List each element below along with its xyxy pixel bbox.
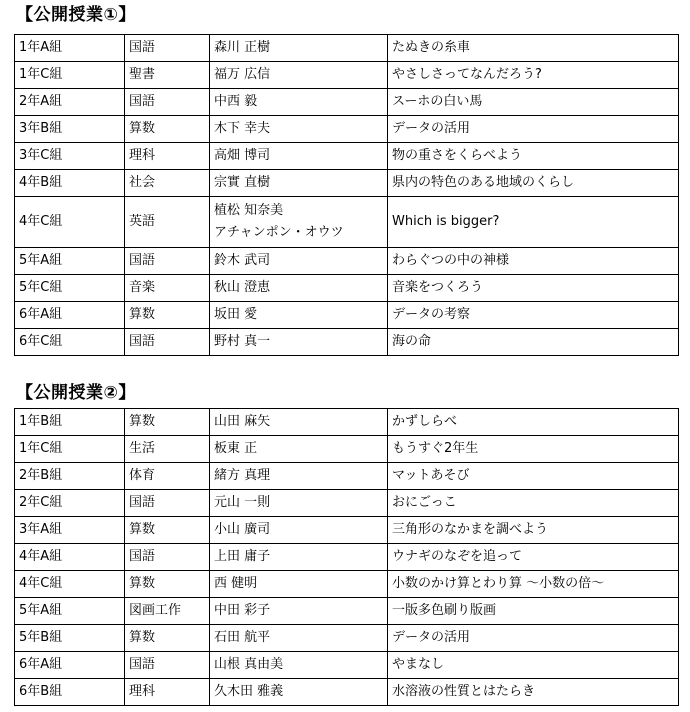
topic-cell: ウナギのなぞを追って xyxy=(388,544,679,571)
topic-cell: 水溶液の性質とはたらき xyxy=(388,679,679,706)
subject-cell: 国語 xyxy=(125,35,210,62)
subject-cell: 国語 xyxy=(125,490,210,517)
table-row xyxy=(15,517,679,544)
topic-cell: 三角形のなかまを調べよう xyxy=(388,517,679,544)
teacher-cell xyxy=(210,652,388,679)
table-row xyxy=(15,116,679,143)
teacher-cell xyxy=(210,62,388,89)
subject-cell: 図画工作 xyxy=(125,598,210,625)
class-cell: 5年A組 xyxy=(15,248,125,275)
class-cell: 1年B組 xyxy=(15,409,125,436)
subject-cell: 体育 xyxy=(125,463,210,490)
teacher-cell xyxy=(210,89,388,116)
table-row xyxy=(15,329,679,356)
subject-cell: 算数 xyxy=(125,116,210,143)
subject-cell: 英語 xyxy=(125,197,210,248)
teacher-name: 山田 麻矢 xyxy=(214,414,271,429)
table-row xyxy=(15,143,679,170)
topic-cell: データの活用 xyxy=(388,625,679,652)
class-cell: 4年B組 xyxy=(15,170,125,197)
topic-cell: やさしさってなんだろう? xyxy=(388,62,679,89)
teacher-cell xyxy=(210,170,388,197)
subject-cell: 国語 xyxy=(125,544,210,571)
teacher-cell xyxy=(210,275,388,302)
topic-cell: 海の命 xyxy=(388,329,679,356)
teacher-name: 野村 真一 xyxy=(214,334,271,349)
teacher-cell xyxy=(210,625,388,652)
teacher-name: 小山 廣司 xyxy=(214,522,271,537)
topic-cell: かずしらべ xyxy=(388,409,679,436)
class-cell: 3年A組 xyxy=(15,517,125,544)
section-title-1: 【公開授業①】 xyxy=(16,5,136,25)
class-cell: 1年C組 xyxy=(15,62,125,89)
topic-cell: Which is bigger? xyxy=(388,197,679,248)
subject-cell: 国語 xyxy=(125,248,210,275)
topic-cell: たぬきの糸車 xyxy=(388,35,679,62)
class-cell: 2年B組 xyxy=(15,463,125,490)
teacher-name: 中西 毅 xyxy=(214,94,258,109)
subject-cell: 国語 xyxy=(125,89,210,116)
teacher-cell xyxy=(210,302,388,329)
class-cell: 5年A組 xyxy=(15,598,125,625)
lesson-table-1 xyxy=(14,34,679,356)
teacher-cell xyxy=(210,197,388,248)
teacher-name: 宗實 直樹 xyxy=(214,175,271,190)
class-cell: 5年B組 xyxy=(15,625,125,652)
subject-cell: 聖書 xyxy=(125,62,210,89)
teacher-name: 久木田 雅義 xyxy=(214,684,284,699)
topic-cell: 県内の特色のある地域のくらし xyxy=(388,170,679,197)
subject-cell: 算数 xyxy=(125,409,210,436)
teacher-cell xyxy=(210,463,388,490)
lesson-table-2 xyxy=(14,408,679,706)
class-cell: 5年C組 xyxy=(15,275,125,302)
table-row xyxy=(15,170,679,197)
class-cell: 6年A組 xyxy=(15,302,125,329)
teacher-cell xyxy=(210,544,388,571)
table-row xyxy=(15,197,679,248)
table-row xyxy=(15,571,679,598)
topic-cell: スーホの白い馬 xyxy=(388,89,679,116)
topic-cell: やまなし xyxy=(388,652,679,679)
teacher-name: 西 健明 xyxy=(214,576,258,591)
teacher-cell xyxy=(210,436,388,463)
table-row xyxy=(15,490,679,517)
subject-cell: 理科 xyxy=(125,143,210,170)
class-cell: 6年C組 xyxy=(15,329,125,356)
subject-cell: 算数 xyxy=(125,625,210,652)
teacher-cell xyxy=(210,143,388,170)
table-row xyxy=(15,679,679,706)
class-cell: 1年C組 xyxy=(15,436,125,463)
teacher-cell xyxy=(210,490,388,517)
table-row xyxy=(15,35,679,62)
subject-cell: 生活 xyxy=(125,436,210,463)
teacher-name: 緒方 真理 xyxy=(214,468,271,483)
table-row xyxy=(15,598,679,625)
teacher-name: 上田 庸子 xyxy=(214,549,271,564)
teacher-cell xyxy=(210,517,388,544)
teacher-name: 元山 一則 xyxy=(214,495,271,510)
teacher-name: 石田 航平 xyxy=(214,630,271,645)
table-row xyxy=(15,463,679,490)
class-cell: 4年C組 xyxy=(15,197,125,248)
section-title-2: 【公開授業②】 xyxy=(16,383,136,403)
subject-cell: 国語 xyxy=(125,652,210,679)
table-row xyxy=(15,62,679,89)
table-row xyxy=(15,89,679,116)
class-cell: 4年A組 xyxy=(15,544,125,571)
teacher-cell xyxy=(210,679,388,706)
table-row xyxy=(15,436,679,463)
class-cell: 6年A組 xyxy=(15,652,125,679)
class-cell: 2年C組 xyxy=(15,490,125,517)
table-row xyxy=(15,625,679,652)
subject-cell: 算数 xyxy=(125,571,210,598)
teacher-cell xyxy=(210,409,388,436)
topic-cell: データの考察 xyxy=(388,302,679,329)
teacher-cell xyxy=(210,248,388,275)
teacher-cell xyxy=(210,116,388,143)
class-cell: 3年C組 xyxy=(15,143,125,170)
subject-cell: 算数 xyxy=(125,302,210,329)
class-cell: 3年B組 xyxy=(15,116,125,143)
teacher-name: 山根 真由美 xyxy=(214,657,284,672)
topic-cell: おにごっこ xyxy=(388,490,679,517)
subject-cell: 国語 xyxy=(125,329,210,356)
teacher-cell xyxy=(210,35,388,62)
teacher-cell xyxy=(210,598,388,625)
table-row xyxy=(15,652,679,679)
topic-cell: データの活用 xyxy=(388,116,679,143)
class-cell: 4年C組 xyxy=(15,571,125,598)
table-row xyxy=(15,275,679,302)
teacher-name: 中田 彩子 xyxy=(214,603,271,618)
teacher-cell xyxy=(210,329,388,356)
subject-cell: 音楽 xyxy=(125,275,210,302)
teacher-name: 福万 広信 xyxy=(214,67,271,82)
teacher-name: 板東 正 xyxy=(214,441,258,456)
topic-cell: わらぐつの中の神様 xyxy=(388,248,679,275)
table-row xyxy=(15,544,679,571)
topic-cell: 一版多色刷り版画 xyxy=(388,598,679,625)
teacher-name: 植松 知奈美 xyxy=(214,203,284,218)
class-cell: 2年A組 xyxy=(15,89,125,116)
topic-cell: もうすぐ2年生 xyxy=(388,436,679,463)
teacher-name: 木下 幸夫 xyxy=(214,121,271,136)
class-cell: 1年A組 xyxy=(15,35,125,62)
topic-cell: マットあそび xyxy=(388,463,679,490)
table-row xyxy=(15,302,679,329)
teacher-name: 森川 正樹 xyxy=(214,40,271,55)
subject-cell: 算数 xyxy=(125,517,210,544)
class-cell: 6年B組 xyxy=(15,679,125,706)
topic-cell: 物の重さをくらべよう xyxy=(388,143,679,170)
teacher-name: アチャンポン・オウツ xyxy=(214,225,344,240)
topic-cell: 小数のかけ算とわり算 ～小数の倍～ xyxy=(388,571,679,598)
subject-cell: 理科 xyxy=(125,679,210,706)
teacher-name: 高畑 博司 xyxy=(214,148,271,163)
subject-cell: 社会 xyxy=(125,170,210,197)
teacher-name: 坂田 愛 xyxy=(214,307,258,322)
table-row xyxy=(15,409,679,436)
topic-cell: 音楽をつくろう xyxy=(388,275,679,302)
teacher-name: 鈴木 武司 xyxy=(214,253,271,268)
table-row xyxy=(15,248,679,275)
teacher-cell xyxy=(210,571,388,598)
teacher-name: 秋山 澄恵 xyxy=(214,280,271,295)
